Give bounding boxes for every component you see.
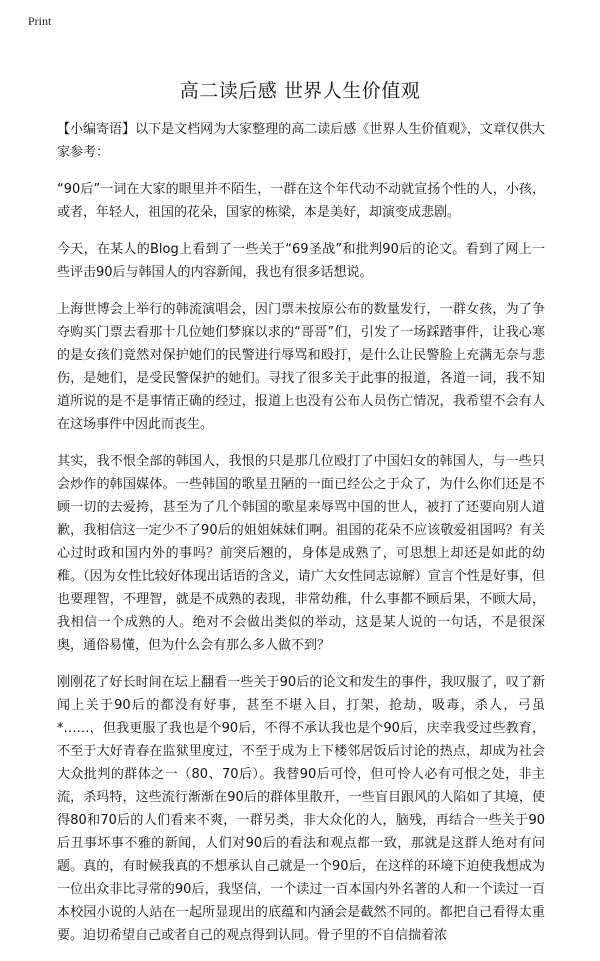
print-link[interactable]: Print [28,14,52,28]
article-paragraph: 刚刚花了好长时间在坛上翻看一些关于90后的论文和发生的事件，我叹服了，叹了新闻上关于90后的都没有好事，甚至不堪入目，打架，抢劫，吸毒，杀人，弓虽*……，但我更服了我也是个90后，不得不承认我也是个90后，庆幸我受过些教育，不至于大好青春在监狱里度过，不至于成为上下楼邻居饭后讨论的热点，却成为社会大众批判的群体之一（80、70后）。我替90后可怜，但可怜人必有可恨之处，非主流，杀玛特，这些流行渐渐在90后的群体里散开，一些盲目跟风的人陷如了其境，使得80和70后的人们看来不爽，一群另类，非大众化的人，脑残，再结合一些关于90后丑事坏事不雅的新闻，人们对90后的看法和观点都一致，那就是这群人绝对有问题。真的，有时候我真的不想承认自己就是一个90后，在这样的环境下迫使我想成为一位出众非比寻常的90后，我坚信，一个读过一百本国内外名著的人和一个读过一百本校园小说的人站在一起所显现出的底蕴和内涵会是截然不同的。都把自己看得太重要。迫切希望自己或者自己的观点得到认同。骨子里的不自信揣着浓 [57,675,545,943]
article-paragraph: “90后”一词在大家的眼里并不陌生，一群在这个年代动不动就宣扬个性的人，小孩，或者，年轻人，祖国的花朵，国家的栋梁，本是美好，却演变成悲剧。 [57,182,545,220]
article-paragraph: 上海世博会上举行的韩流演唱会，因门票未按原公布的数量发行，一群女孩，为了争夺购买门票去看那十几位她们梦寐以求的“哥哥”们，引发了一场踩踏事件，让我心寒的是女孩们竟然对保护她们的民警进行辱骂和殴打，是什么让民警脸上充满无奈与悲伤，是她们，是受民警保护的她们。寻找了很多关于此事的报道，各道一词，我不知道所说的是不是事情正确的经过，报道上也没有公布人员伤亡情况，我希望不会有人在这场事件中因此而丧生。 [57,302,545,432]
article-title: 高二读后感 世界人生价值观 [179,80,421,102]
article-paragraph-intro: 【小编寄语】以下是文档网为大家整理的高二读后感《世界人生价值观》，文章仅供大家参考： [57,122,545,160]
article-body [57,118,545,961]
article-paragraph: 其实，我不恨全部的韩国人，我恨的只是那几位殴打了中国妇女的韩国人，与一些只会炒作的韩国媒体。一些韩国的歌星丑陋的一面已经公之于众了，为什么你们还是不顾一切的去爱挎，甚至为了几个韩国的歌星来辱骂中国的世人，被打了还要向别人道歉，我相信这一定少不了90后的姐姐妹妹们啊。祖国的花朵不应该敬爱祖国吗？有关心过时政和国内外的事吗？前突后翘的，身体是成熟了，可思想上却还是如此的幼稚。（因为女性比较好体现出话语的含义，请广大女性同志谅解）宣言个性是好事，但也要理智，不理智，就是不成熟的表现，非常幼稚，什么事都不顾后果，不顾大局，我相信一个成熟的人。绝对不会做出类似的举动，这是某人说的一句话，不是很深奥，通俗易懂，但为什么会有那么多人做不到？ [57,454,545,653]
article-paragraph: 今天，在某人的Blog上看到了一些关于“69圣战”和批判90后的论文。看到了网上一些评击90后与韩国人的内容新闻，我也有很多话想说。 [57,242,545,280]
